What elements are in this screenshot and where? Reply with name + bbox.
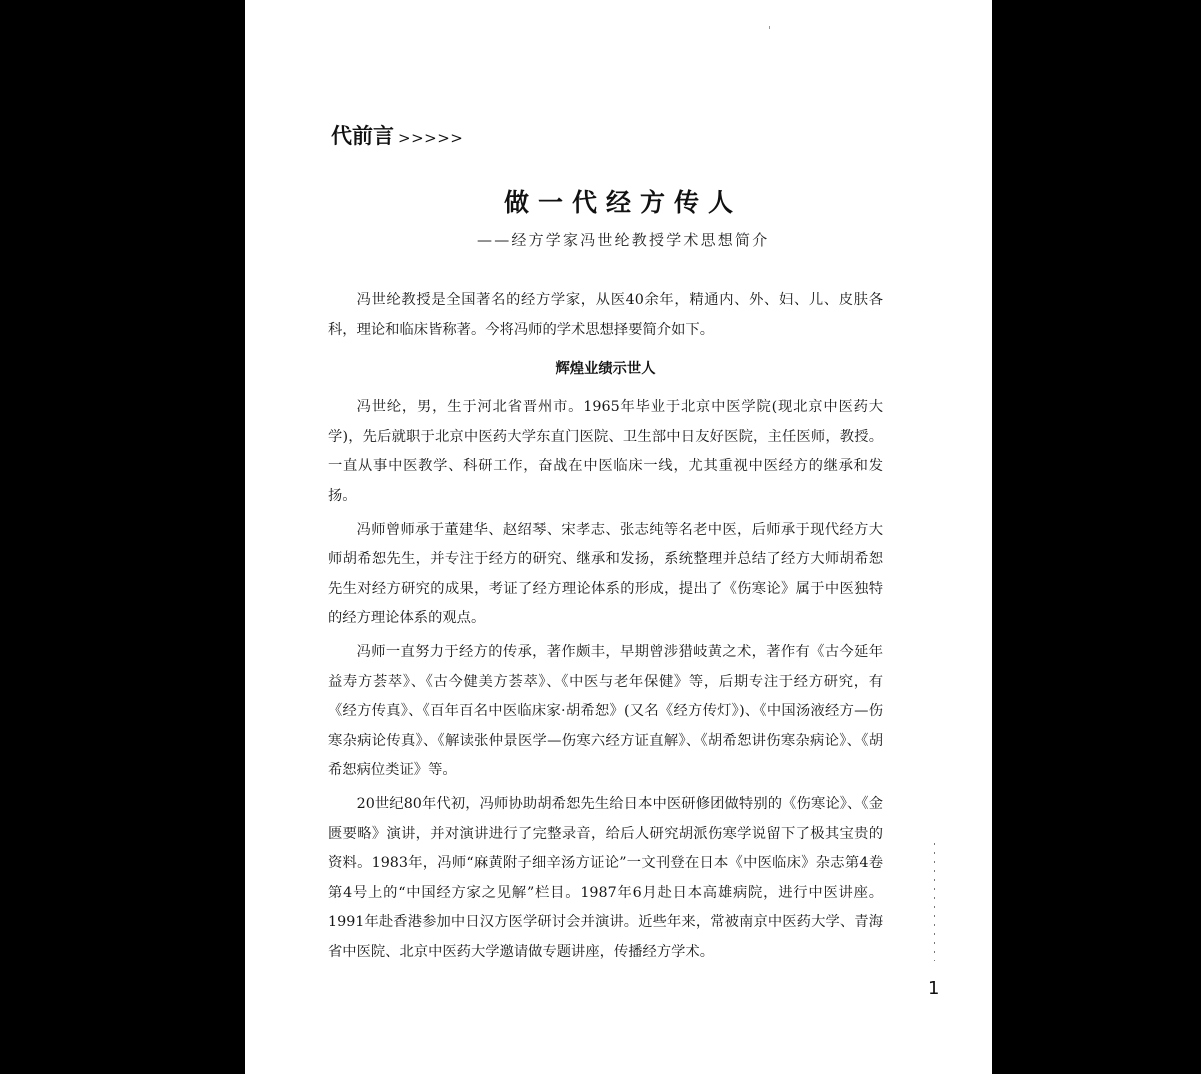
section-label-text: 代前言 — [331, 123, 394, 148]
paragraph-mentors: 冯师曾师承于董建华、赵绍琴、宋孝志、张志纯等名老中医，后师承于现代经方大师胡希恕先生，并专注于经方的研究、继承和发扬，系统整理并总结了经方大师胡希恕先生对经方研究的成果，考证了经方理论体系的形成，提出了《伤寒论》属于中医独特的经方理论体系的观点。 — [328, 521, 883, 627]
intro-paragraph: 冯世纶教授是全国著名的经方学家，从医40余年，精通内、外、妇、儿、皮肤各科，理论和临床皆称著。今将冯师的学术思想择要简介如下。 — [328, 292, 883, 338]
scan-mark — [769, 26, 770, 29]
page-title: 做一代经方传人 — [503, 188, 742, 217]
section-heading: 辉煌业绩示世人 — [555, 361, 656, 378]
margin-dotted-line — [934, 843, 935, 961]
page-number: 1 — [928, 978, 940, 999]
paragraph-biography: 冯世纶，男，生于河北省晋州市。1965年毕业于北京中医学院(现北京中医药大学)，先后就职于北京中医药大学东直门医院、卫生部中日友好医院，主任医师，教授。一直从事中医教学、科研工作，奋战在中医临床一线，尤其重视中医经方的继承和发扬。 — [328, 399, 883, 504]
section-label-arrows: >>>>> — [398, 129, 464, 147]
paragraph-lectures: 20世纪80年代初，冯师协助胡希恕先生给日本中医研修团做特别的《伤寒论》、《金匮要略》演讲，并对演讲进行了完整录音，给后人研究胡派伤寒学说留下了极其宝贵的资料。1983年，冯师“麻黄附子细辛汤方证论”一文刊登在日本《中医临床》杂志第4卷第4号上的“中国经方家之见解”栏目。1987年6月赴日本高雄病院，进行中医讲座。1991年赴香港参加中日汉方医学研讨会并演讲。近些年来，常被南京中医药大学、青海省中医院、北京中医药大学邀请做专题讲座，传播经方学术。 — [328, 795, 883, 960]
page-subtitle: ——经方学家冯世纶教授学术思想简介 — [477, 231, 770, 249]
paragraph-works: 冯师一直努力于经方的传承，著作颇丰，早期曾涉猎岐黄之术，著作有《古今延年益寿方荟萃》、《古今健美方荟萃》、《中医与老年保健》等，后期专注于经方研究，有《经方传真》、《百年百名中医临床家·胡希恕》(又名《经方传灯》)、《中国汤液经方—伤寒杂病论传真》、《解读张仲景医学—伤寒六经方证直解》、《胡希恕讲伤寒杂病论》、《胡希恕病位类证》等。 — [328, 643, 883, 779]
section-label — [331, 120, 463, 150]
book-page — [245, 0, 992, 1074]
body-text — [328, 286, 883, 967]
